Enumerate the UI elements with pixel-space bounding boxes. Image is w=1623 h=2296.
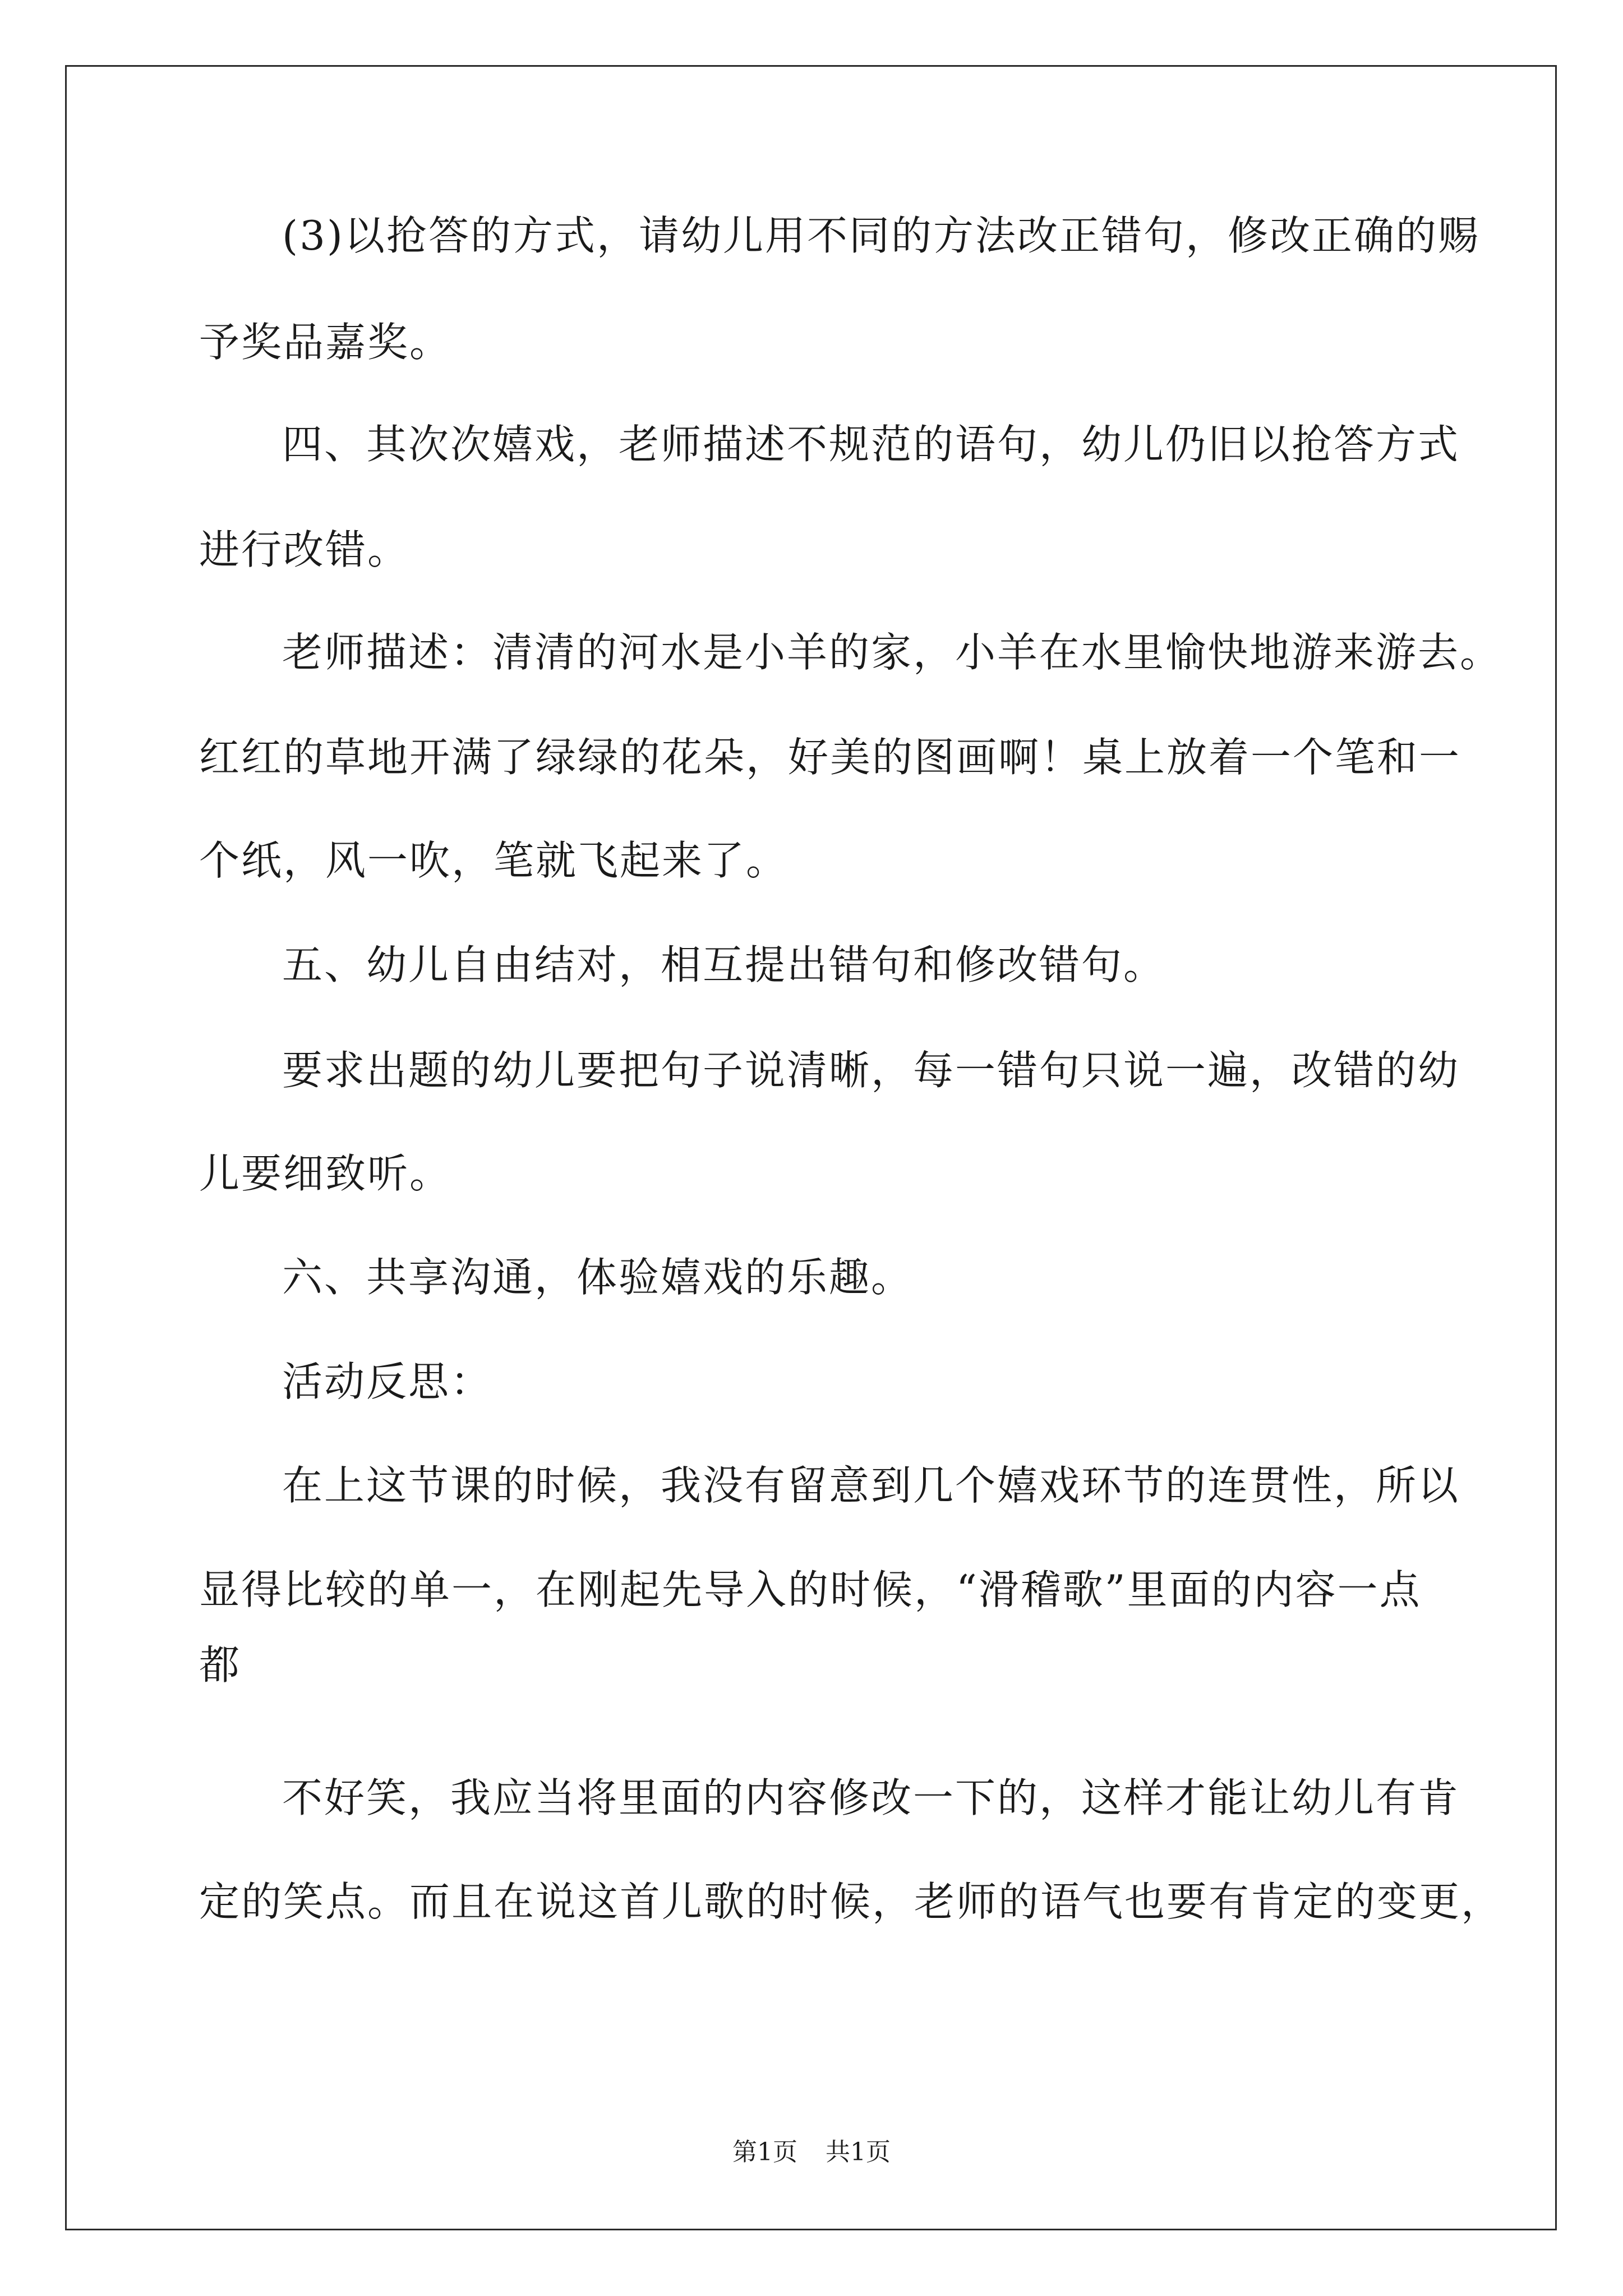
text-line: 老师描述：清清的河水是小羊的家，小羊在水里愉快地游来游去。: [282, 629, 1502, 676]
text-line: 儿要细致听。: [199, 1150, 452, 1197]
text-line: 在上这节课的时候，我没有留意到几个嬉戏环节的连贯性，所以: [282, 1462, 1460, 1509]
text-line: 要求出题的幼儿要把句子说清晰，每一错句只说一遍，改错的幼: [282, 1047, 1460, 1094]
text-line: 六、共享沟通，体验嬉戏的乐趣。: [282, 1254, 914, 1301]
text-line: 予奖品嘉奖。: [199, 319, 452, 366]
text-line: 个纸，风一吹，笔就飞起来了。: [199, 837, 789, 884]
text-line: 红红的草地开满了绿绿的花朵，好美的图画啊！桌上放着一个笔和一: [199, 734, 1461, 781]
text-line: 进行改错。: [199, 526, 410, 573]
text-line: 五、幼儿自由结对，相互提出错句和修改错句。: [282, 941, 1166, 988]
text-line: (3)以抢答的方式，请幼儿用不同的方法改正错句，修改正确的赐: [282, 212, 1480, 259]
page-footer: [0, 2132, 1623, 2168]
page-number: 第1页: [732, 2138, 797, 2166]
text-line: 活动反思：: [282, 1358, 493, 1405]
page-total: 共1页: [826, 2138, 891, 2166]
text-line: 都: [199, 1641, 242, 1688]
text-line: 不好笑，我应当将里面的内容修改一下的，这样才能让幼儿有肯: [282, 1774, 1460, 1821]
text-line: 定的笑点。而且在说这首儿歌的时候，老师的语气也要有肯定的变更，: [199, 1878, 1504, 1925]
text-line: 四、其次次嬉戏，老师描述不规范的语句，幼儿仍旧以抢答方式: [282, 421, 1460, 468]
text-line: 显得比较的单一，在刚起先导入的时候，“滑稽歌”里面的内容一点: [199, 1566, 1422, 1613]
